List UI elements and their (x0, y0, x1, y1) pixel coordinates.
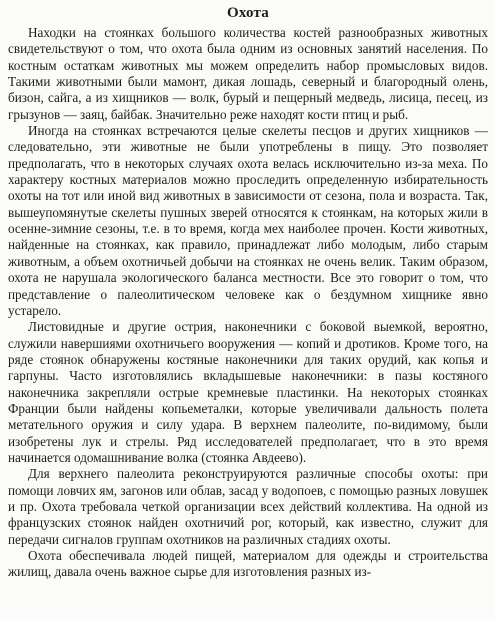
paragraph-3: Листовидные и другие острия, наконечники с боковой выемкой, вероятно, служили навершиями охотничьего вооружения — копий и дротиков. Кроме того, на ряде стоянок обнаружены костяные наконечники для таких орудий, как копья и гарпуны. Часто изготовлялись вкладышевые наконечники: в пазы костяного наконечника закрепляли острые кремневые пластинки. На некоторых стоянках Франции были найдены копьеметалки, которые увеличивали дальность полета метательного оружия и силу удара. В верхнем палеолите, по-видимому, были изобретены лук и стрелы. Ряд исследователей предполагает, что в это время начинается одомашнивание волка (стоянка Авдеево). (8, 319, 488, 465)
page-title: Охота (227, 5, 269, 21)
paragraph-1: Находки на стоянках большого количества костей разнообразных животных свидетельствуют о том, что охота была одним из основных занятий населения. По костным остаткам животных мы можем определить набор промысловых видов. Такими животными были мамонт, дикая лошадь, северный и благородный олень, бизон, сайга, а из хищников — волк, бурый и пещерный медведь, лисица, песец, из грызунов — заяц, байбак. Значительно реже находят кости птиц и рыб. (8, 25, 488, 122)
paragraph-4: Для верхнего палеолита реконструируются различные способы охоты: при помощи ловчих ям, загонов или облав, засад у водопоев, с помощью разных ловушек и пр. Охота требовала четкой организации всех действий коллектива. На одной из французских стоянок найден охотничий рог, который, как известно, служит для передачи сигналов группам охотников на различных стадиях охоты. (8, 466, 488, 547)
paragraph-5: Охота обеспечивала людей пищей, материалом для одежды и строительства жилищ, давала очень важное сырье для изготовления разных из- (8, 548, 488, 580)
paragraph-2: Иногда на стоянках встречаются целые скелеты песцов и других хищников — следовательно, эти животные не были употреблены в пищу. Это позволяет предполагать, что в некоторых случаях охота велась исключительно из-за меха. По характеру костных материалов можно проследить определенную избирательность охоты на тот или иной вид животных в зависимости от сезона, пола и возраста. Так, вышеупомянутые скелеты пушных зверей относятся к стоянкам, на которых жили в осенне-зимние сезоны, т.е. в то время, когда мех наиболее прочен. Кости животных, найденные на стоянках, как правило, принадлежат либо молодым, либо старым животным, а объем охотничьей добычи на стоянках не очень велик. Таким образом, охота не нарушала экологического баланса местности. Все это говорит о том, что представление о палеолитическом человеке как о бездумном хищнике явно устарело. (8, 123, 488, 318)
